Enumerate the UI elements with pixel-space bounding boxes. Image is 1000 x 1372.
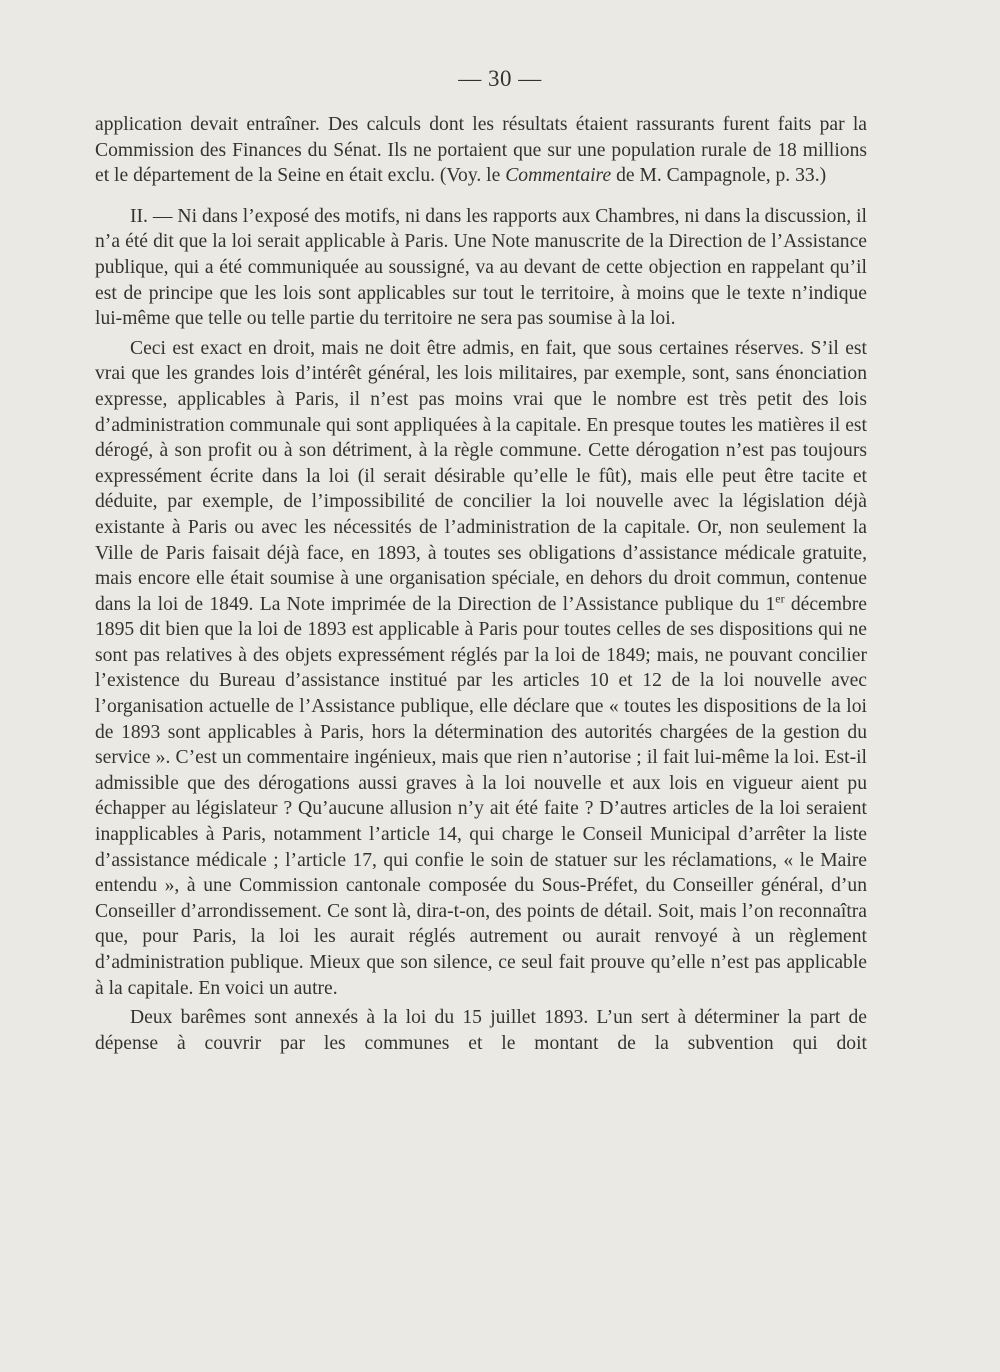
paragraph-continuation [95,112,867,189]
paragraph-deux-baremes: Deux barêmes sont annexés à la loi du 15 juillet 1893. L’un sert à déterminer la part de dépense à couvrir par les communes et le montant de la subvention qui doit [95,1007,867,1054]
paragraph-1-text-start: application devait entraîner. Des calculs dont les résultats étaient rassurants furent faits par la Commission des Finances du Sénat. Ils ne portaient que sur une population rurale de 18 millions et le département de la Seine en était exclu. (Voy. le [95,114,867,187]
page-number: — 30 — [458,66,542,91]
paragraph-3-text-end: décembre 1895 dit bien que la loi de 1893 est applicable à Paris pour toutes celles de ses dispositions qui ne sont pas relatives à des objets expressément réglés par la loi de 1849; mais, ne pouvant concilier l’existence du Bureau d’assistance institué par les articles 10 et 12 de la loi nouvelle avec l’organisation actuelle de l’Assistance publique, elle déclare que « toutes les dispositions de la loi de 1893 sont applicables à Paris, hors la détermination des autorités chargées de la gestion du service ». C’est un commentaire ingénieux, mais que rien n’autorise ; il fait lui-même la loi. Est-il admissible que des dérogations aussi graves à la loi nouvelle et aux lois en vigueur aient pu échapper au législateur ? Qu’aucune allusion n’y ait été faite ? D’autres articles de la loi seraient inapplicables à Paris, notamment l’article 14, qui charge le Conseil Municipal d’arrêter la liste d’assistance médicale ; l’article 17, qui confie le soin de statuer sur les réclamations, « le Maire entendu », à une Commission cantonale composée du Sous-Préfet, du Conseiller général, d’un Conseiller d’arrondissement. Ce sont là, dira-t-on, des points de détail. Soit, mais l’on reconnaîtra que, pour Paris, la loi les aurait réglés autrement ou aurait renvoyé à un règlement d’administration publique. Mieux que son silence, ce seul fait prouve qu’elle n’est pas applicable à la capitale. En voici un autre. [95,593,868,999]
paragraph-1-text-end: de M. Campagnole, p. 33.) [611,165,827,187]
paragraph-3-text-start: Ceci est exact en droit, mais ne doit être admis, en fait, que sous certaines réserves. S’il est vrai que les grandes lois d’intérêt général, les lois militaires, par exemple, sont, sans énonciation expresse, applicables à Paris, il n’est pas moins vrai que le nombre est très petit des lois d’administration communale qui sont appliquées à la capitale. En presque toutes les matières il est dérogé, à son profit ou à son détriment, à la règle commune. Cette dérogation n’est pas toujours expressément écrite dans la loi (il serait désirable qu’elle le fût), mais elle peut être tacite et déduite, par exemple, de l’impossibilité de concilier la loi nouvelle avec la législation déjà existante à Paris ou avec les nécessités de l’administration de la capitale. Or, non seulement la Ville de Paris faisait déjà face, en 1893, à toutes ses obligations d’assistance médicale gratuite, mais encore elle était soumise à une organisation spéciale, en dehors du droit commun, contenue dans la loi de 1849. La Note imprimée de la Direction de l’Assistance publique du 1 [95,337,867,615]
paragraph-ceci-exact [95,336,867,1001]
paragraph-section-ii: II. — Ni dans l’exposé des motifs, ni dans les rapports aux Chambres, ni dans la discussion, il n’a été dit que la loi serait applicable à Paris. Une Note manuscrite de la Direction de l’Assistance publique, qui a été communiquée au soussigné, va au devant de cette objection en rappelant qu’il est de principe que les lois sont applicables sur tout le territoire, à moins que le texte n’indique lui-même que telle ou telle partie du territoire ne sera pas soumise à la loi. [95,205,867,330]
body-text [95,112,867,1056]
italic-title: Commentaire [505,165,612,187]
paragraph-spacer [95,189,867,204]
superscript-er: er [775,591,785,606]
